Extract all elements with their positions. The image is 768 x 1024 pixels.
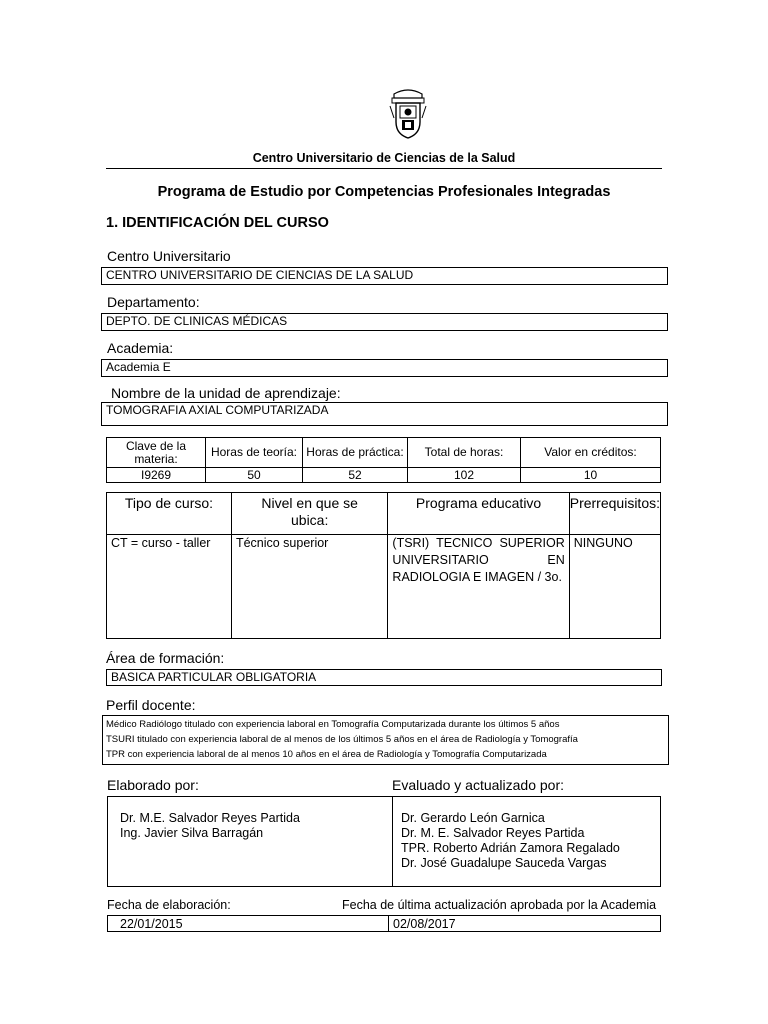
horas-practica-header: Horas de práctica:	[303, 438, 408, 468]
evaluado-label: Evaluado y actualizado por:	[392, 777, 564, 793]
programa-value	[388, 535, 569, 639]
authors-table	[107, 796, 661, 887]
programa-line-2: UNIVERSITARIO EN	[392, 553, 565, 567]
centro-value: CENTRO UNIVERSITARIO DE CIENCIAS DE LA SALUD	[101, 267, 668, 285]
course-type-table	[106, 492, 661, 639]
programa-line-1: (TSRI) TECNICO SUPERIOR	[392, 536, 565, 550]
unidad-label: Nombre de la unidad de aprendizaje:	[111, 385, 341, 401]
elaborado-label: Elaborado por:	[107, 777, 199, 793]
fecha-actualizacion-value: 02/08/2017	[389, 916, 661, 932]
evaluado-name-3: TPR. Roberto Adrián Zamora Regalado	[401, 841, 620, 855]
horas-practica-value: 52	[303, 468, 408, 483]
perfil-line-1: Médico Radiólogo titulado con experiencia laboral en Tomografía Computarizada durante los últimos 5 años	[106, 719, 560, 730]
valor-creditos-header: Valor en créditos:	[521, 438, 661, 468]
perfil-box	[102, 715, 669, 765]
university-coat-of-arms-logo	[388, 88, 428, 140]
total-horas-header: Total de horas:	[408, 438, 521, 468]
prerrequisitos-value: NINGUNO	[569, 535, 660, 639]
evaluado-cell	[393, 797, 661, 887]
programa-line-3: RADIOLOGIA E IMAGEN / 3o.	[392, 570, 562, 584]
header-divider	[106, 168, 662, 169]
area-value: BASICA PARTICULAR OBLIGATORIA	[106, 669, 662, 686]
perfil-line-2: TSURI titulado con experiencia laboral de al menos de los últimos 5 años en el área de Radiología y Tomografía	[106, 734, 578, 745]
nivel-value: Técnico superior	[231, 535, 387, 639]
clave-header: Clave de la materia:	[107, 438, 206, 468]
nivel-header: Nivel en que se ubica:	[231, 493, 387, 535]
evaluado-name-4: Dr. José Guadalupe Sauceda Vargas	[401, 856, 607, 870]
university-center-name: Centro Universitario de Ciencias de la Salud	[252, 151, 516, 165]
valor-creditos-value: 10	[521, 468, 661, 483]
tipo-curso-value: CT = curso - taller	[107, 535, 232, 639]
elaborado-name-1: Dr. M.E. Salvador Reyes Partida	[120, 811, 300, 825]
total-horas-value: 102	[408, 468, 521, 483]
evaluado-name-1: Dr. Gerardo León Garnica	[401, 811, 545, 825]
perfil-label: Perfil docente:	[106, 697, 196, 713]
evaluado-name-2: Dr. M. E. Salvador Reyes Partida	[401, 826, 585, 840]
clave-value: I9269	[107, 468, 206, 483]
elaborado-cell	[108, 797, 393, 887]
fecha-elaboracion-value: 22/01/2015	[108, 916, 389, 932]
horas-teoria-value: 50	[206, 468, 303, 483]
prerrequisitos-header: Prerrequisitos:	[569, 493, 660, 535]
academia-value: Academia E	[101, 359, 668, 377]
area-label: Área de formación:	[106, 650, 225, 666]
program-title: Programa de Estudio por Competencias Profesionales Integradas	[157, 184, 611, 200]
dates-table	[107, 915, 661, 932]
elaborado-name-2: Ing. Javier Silva Barragán	[120, 826, 264, 840]
course-hours-table	[106, 437, 661, 483]
unidad-value: TOMOGRAFIA AXIAL COMPUTARIZADA	[101, 402, 668, 426]
academia-label: Academia:	[107, 340, 174, 356]
perfil-line-3: TPR con experiencia laboral de al menos 10 años en el área de Radiología y Tomografía Computarizada	[106, 749, 547, 760]
fecha-elaboracion-label: Fecha de elaboración:	[107, 898, 231, 912]
departamento-label: Departamento:	[107, 294, 200, 310]
programa-header: Programa educativo	[388, 493, 569, 535]
centro-label: Centro Universitario	[107, 248, 231, 264]
fecha-actualizacion-label: Fecha de última actualización aprobada por la Academia	[342, 898, 657, 912]
section-title: 1. IDENTIFICACIÓN DEL CURSO	[106, 215, 329, 231]
horas-teoria-header: Horas de teoría:	[206, 438, 303, 468]
departamento-value: DEPTO. DE CLINICAS MÉDICAS	[101, 313, 668, 331]
tipo-curso-header: Tipo de curso:	[107, 493, 232, 535]
